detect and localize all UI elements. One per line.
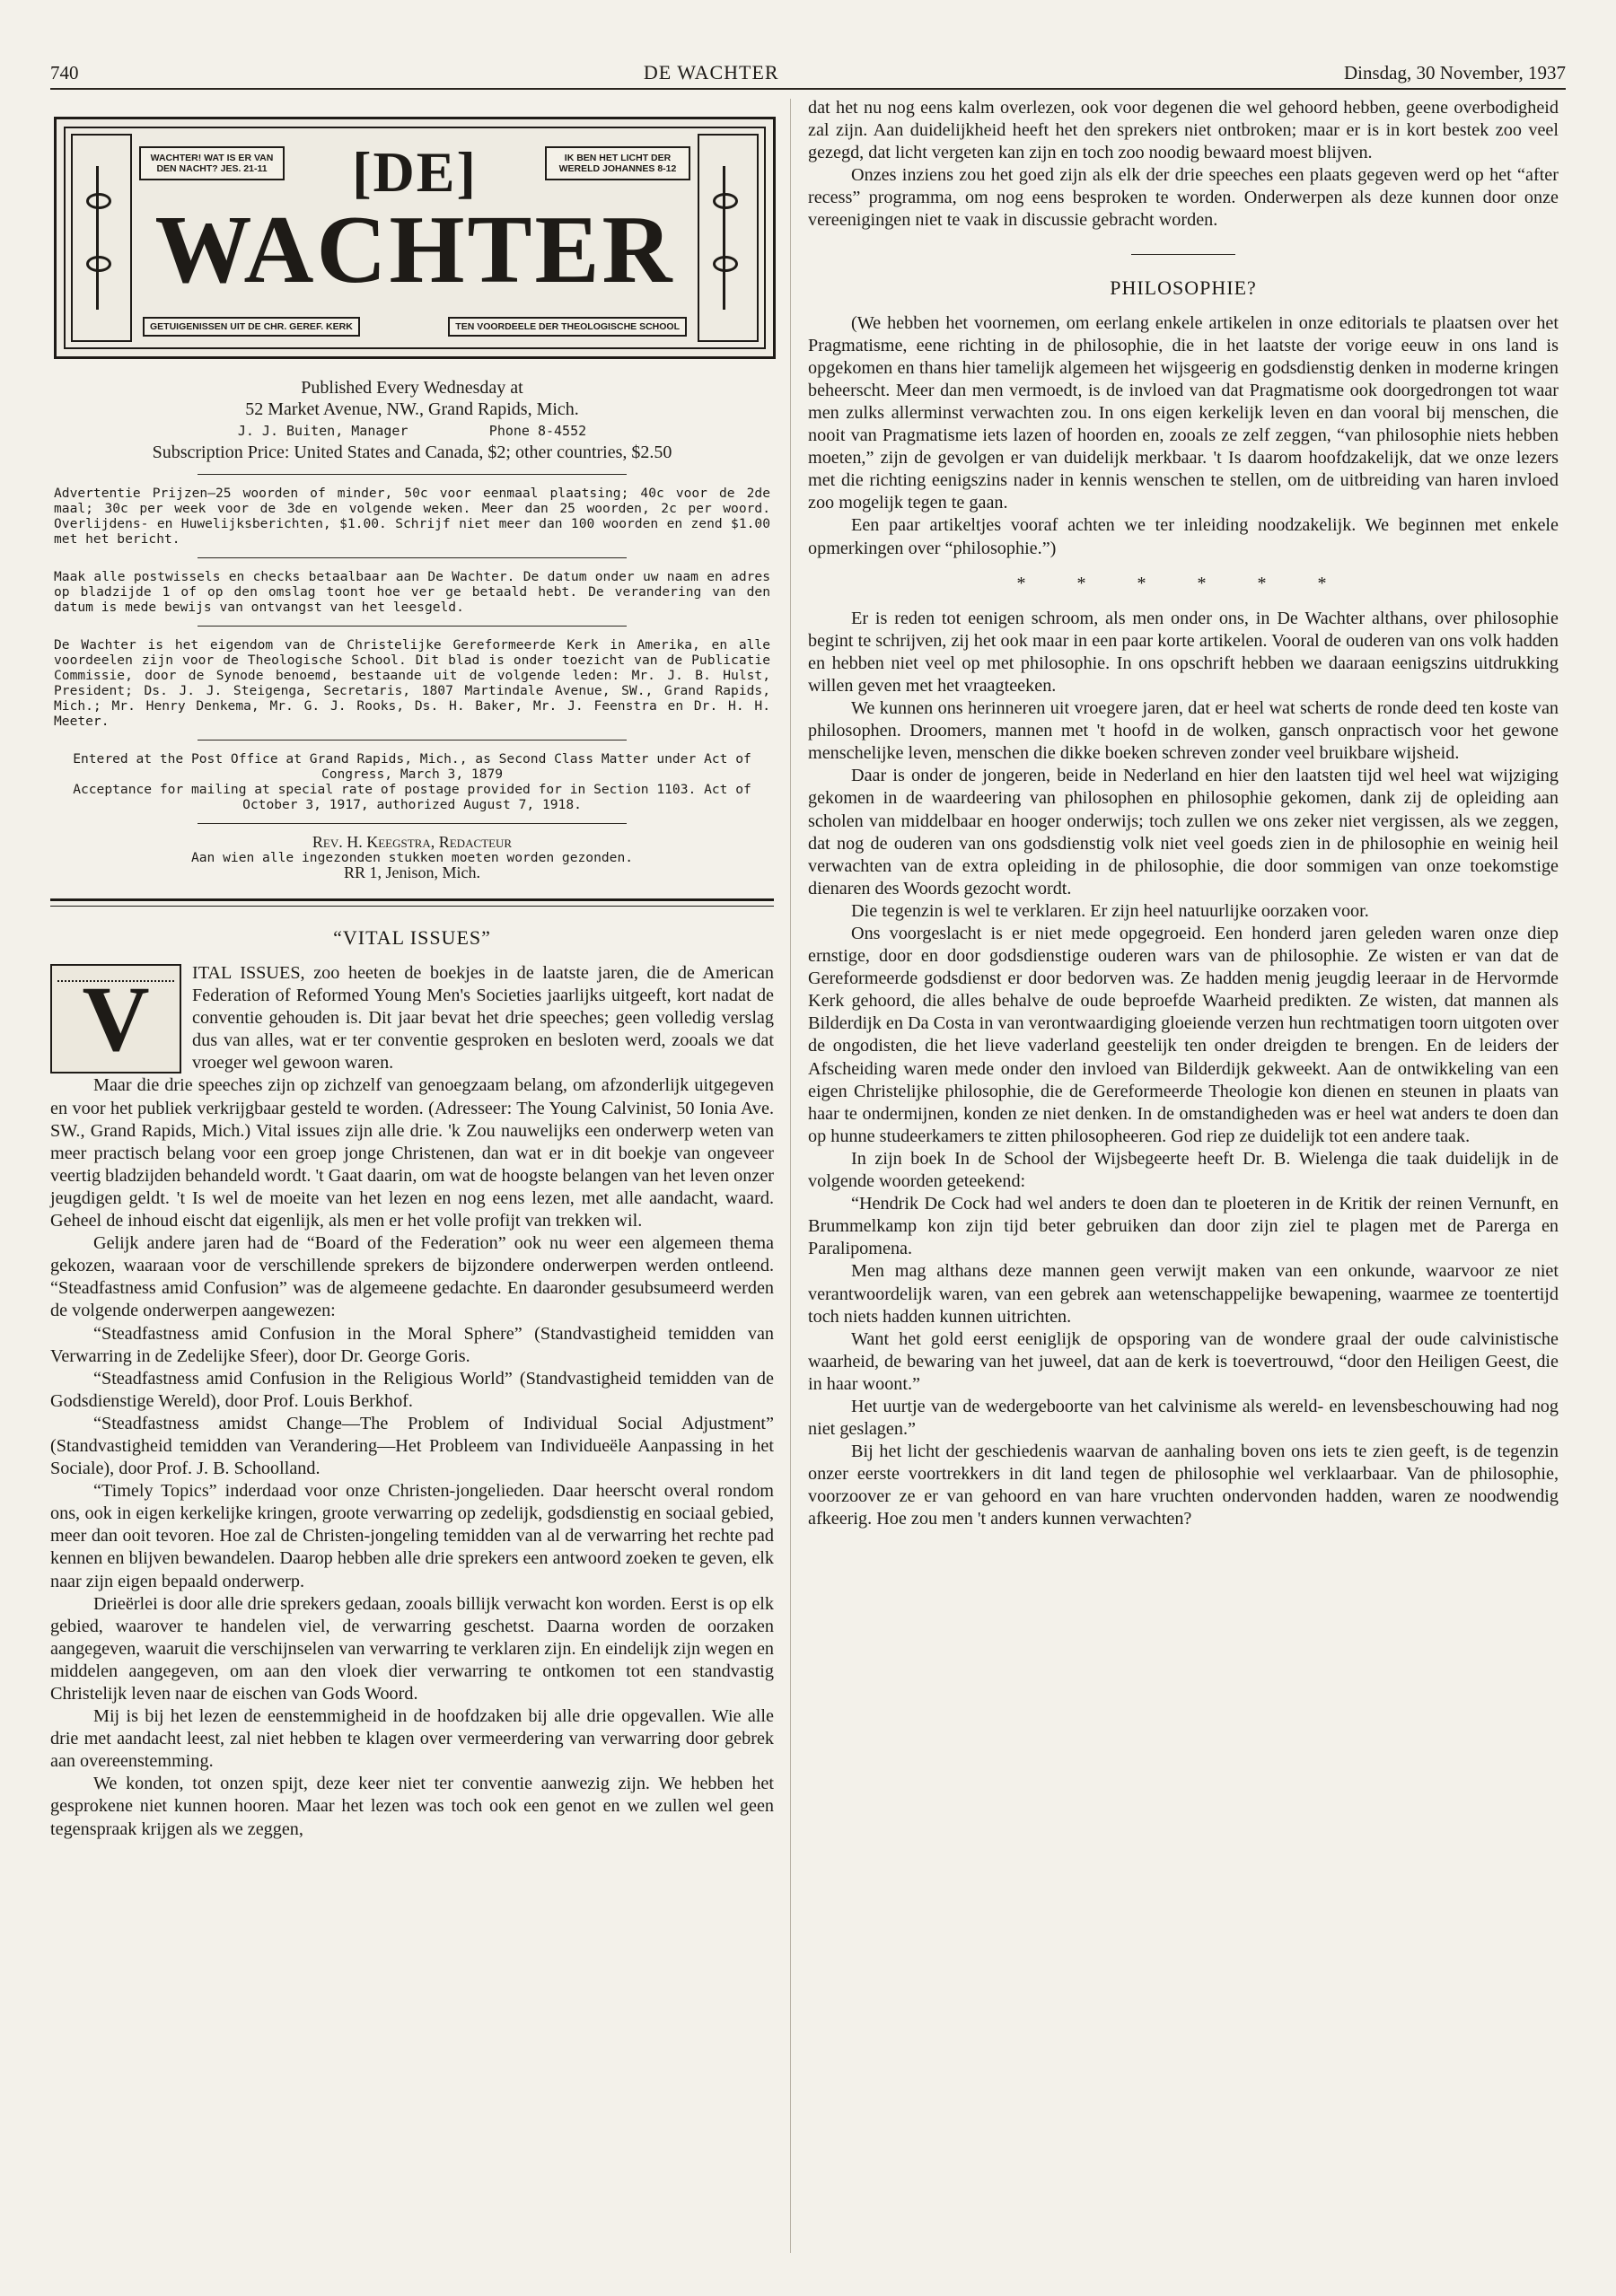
divider: [198, 557, 627, 558]
editor-note: Aan wien alle ingezonden stukken moeten worden gezonden.: [190, 850, 634, 865]
paragraph: We kunnen ons herinneren uit vroegere jaren, dat er heel wat scherts de ronde deed ten koste van philosophen. Droomers, mannen met 't hoofd in de wolken, gansch onpractisch voor het gewone menschelijke leven, menschen die dikke boeken schreven zonder veel bruikbare wijsheid.: [808, 698, 1559, 764]
pub-line-1: Published Every Wednesday at: [301, 378, 523, 398]
article-body: [808, 312, 1559, 1531]
paragraph: We konden, tot onzen spijt, deze keer niet ter conventie aanwezig zijn. We hebben het gesprokene niet kunnen hooren. Maar het lezen was toch ook een genot en we zullen wel geen tegenspraak krijgen als we zeggen,: [50, 1774, 774, 1839]
column-divider: [790, 99, 791, 2253]
paragraph: dat het nu nog eens kalm overlezen, ook voor degenen die wel gehoord hebben, geene overbodigheid zal zijn. Aan duidelijkheid heeft het den sprekers niet ontbroken; maar er is in kort bestek zoo veel gezegd, dat licht vergeten kan zijn en toch zoo noodig bewaard moest blijven.: [808, 98, 1559, 163]
paragraph: Drieërlei is door alle drie sprekers gedaan, zooals billijk verwacht kon worden. Eerst is op elk gebied, waarover te handelen viel, de verwarring geschetst. Daarna worden de oorzaken aangegeven, waaruit die verschijnselen van verwarring te verklaren zijn. En eindelijk zijn wegen en middelen aangegeven, om aan den vloek dier verwarring te ontkomen tot een standvastig Christelijk leven naar de eischen van Gods Woord.: [50, 1593, 774, 1704]
paragraph: Ons voorgeslacht is er niet mede opgegroeid. Een honderd jaren geleden waren onze diep ernstige, door en door godsdienstige ouderen wars van de philosophie. Ze wisten er van dat de Gereformeerde godsdienst er door bedorven was. Ze hadden menig jeugdig leeraar in de Hervormde Kerk gehoord, die alles behalve de oude beproefde Waarheid predikten. Ze wisten, dat mannen als Bilderdijk en Da Costa in van verontwaardiging gloeiende verzen hun rechtmatigen toorn uitgoten over de ongodisten, die het lieve vaderland geestelijk ten onder dreigden te brengen. En de leiders der Afscheiding waren mede onder den invloed van Bilderdijk gekweekt. Aan de ontwikkeling van een eigen Christelijke philosophie, die de Gereformeerde Theologie kon dienen en steunen in plaats van haar te ondermijnen, konden ze niet denken. In de omstandigheden was er heel wat anders te doen dan op hunne studeerkamers te zitten philosopheeren. God riep ze duidelijk tot een andere taak.: [808, 924, 1559, 1146]
editor-name: Rev. H. Keegstra, Redacteur: [312, 833, 513, 851]
left-column: [50, 106, 774, 1841]
drop-cap: [50, 964, 181, 1074]
drop-cap-letter: V: [82, 968, 150, 1071]
section-rule: [50, 898, 774, 907]
page-number: 740: [50, 62, 79, 83]
paragraph: Het uurtje van de wedergeboorte van het calvinisme als wereld- en levensbeschouwing had nog niet geslagen.”: [808, 1396, 1559, 1440]
paragraph: Men mag althans deze mannen geen verwijt maken van een onkunde, waarvoor ze niet verantwoordelijk waren, van een gebrek aan wetenschappelijke bewapening, waarmee ze toentertijd toch niets hadden kunnen uitrichten.: [808, 1261, 1559, 1327]
paragraph: Die tegenzin is wel te verklaren. Er zijn heel natuurlijke oorzaken voor.: [851, 900, 1369, 921]
paragraph: Daar is onder de jongeren, beide in Nederland en hier den laatsten tijd wel heel wat wijziging gekomen in de waardeering van philosophen en philosophie gekomen, dank zij de opleiding aan scholen van middelbaar en hooger onderwijs; toch zullen we ons zeker niet vergissen, als we zeggen, dat nog de ouderen van ons godsdienstig volk niet veel goeds zien in de philosophie en weinig heil verwachten van de extra opleiding in de philosophie, die door sommigen van onze toekomstige dienaren des Woords gezocht wordt.: [808, 766, 1559, 898]
verse-left: WACHTER! WAT IS ER VAN DEN NACHT? JES. 21-11: [139, 146, 285, 180]
paragraph: Gelijk andere jaren had de “Board of the Federation” ook nu weer een algemeen thema gekozen, waaraan voor de verschillende sprekers de bijzondere onderwerpen werden ontleend. “Steadfastness amid Confusion” was de algemeene gedachte. En daaronder gesubsumeerd werden de volgende onderwerpen aangewezen:: [50, 1233, 774, 1321]
notice-acceptance: Acceptance for mailing at special rate of postage provided for in Section 1103. Act of October 3, 1917, authorized August 7, 1918.: [73, 782, 751, 812]
masthead: [54, 117, 776, 359]
notice-ownership: De Wachter is het eigendom van de Christelijke Gereformeerde Kerk in Amerika, en alle voordeelen zijn voor de Theologische School. Dit blad is onder toezicht van de Publicatie Commissie, door de Synode benoemd, bestaande uit de volgende leden: Mr. J. B. Hulst, President; Ds. J. J. Steigenga, Secretaris, 1807 Martindale Avenue, SW., Grand Rapids, Mich.; Mr. Henry Denkema, Mr. G. J. Rooks, Ds. H. Baker, Mr. J. Feenstra en Dr. H. H. Meeter.: [54, 637, 770, 729]
paragraph: Want het gold eerst eeniglijk de opsporing van de wondere graal der oude calvinistische waarheid, de bewaring van het juweel, dat aan de kerk is toevertrouwd, “door den Heiligen Geest, die in haar woont.”: [808, 1328, 1559, 1394]
paragraph: ITAL ISSUES, zoo heeten de boekjes in de laatste jaren, die de American Federation of Reformed Young Men's Societies jaarlijks uitgeeft, kort nadat de conventie gehouden is. Dit jaar bevat het drie speeches; geen volledig verslag dus van alles, wat er ter conventie gesproken en besloten werd, zooals we dat vroeger wel gewoon waren.: [192, 963, 774, 1074]
paragraph: Maar die drie speeches zijn op zichzelf van genoegzaam belang, om afzonderlijk uitgegeven en voor het publiek verkrijgbaar gesteld te worden. (Adresseer: The Young Calvinist, 50 Ionia Ave. SW., Grand Rapids, Mich.) Vital issues zijn alle drie. 'k Zou nauwelijks een onderwerp weten van meer practisch belang voor een groep jonge Christenen, dan wat er in dit boekje van ongeveer veertig bladzijden behandeld wordt. 't Gaat daarin, om wat de hoogste belangen van het leven onzer jeugdigen geldt. 't Is wel de moeite van het lezen en nog eens lezen, met alle aandacht, waard. Geheel de inhoud eischt dat eigenlijk, als men er het volle profijt van trekken wil.: [50, 1075, 774, 1231]
editor-address: RR 1, Jenison, Mich.: [343, 863, 480, 881]
paragraph: “Steadfastness amid Confusion in the Religious World” (Standvastigheid temidden van de Godsdienstige Wereld), door Prof. Louis Berkhof.: [50, 1368, 774, 1411]
pub-line-2: 52 Market Avenue, NW., Grand Rapids, Mich.: [245, 399, 579, 419]
paragraph: Mij is bij het lezen de eenstemmigheid in de hoofdzaken bij alle drie opgevallen. Wie alle drie met aandacht leest, zal niet hebben te klagen over vermeerdering van verwarring door gebrek aan overeenstemming.: [50, 1706, 774, 1772]
scroll-left: GETUIGENISSEN UIT DE CHR. GEREF. KERK: [143, 317, 360, 337]
publication-name: DE WACHTER: [643, 61, 779, 83]
paragraph: “Steadfastness amid Confusion in the Moral Sphere” (Standvastigheid temidden van Verwarring in de Zedelijke Sfeer), door Dr. George Goris.: [50, 1323, 774, 1366]
paragraph: Bij het licht der geschiedenis waarvan de aanhaling boven ons iets te zien geeft, is de tegenzin onzer eerste voortrekkers in dit land tegen de philosophie wel verklaarbaar. Van de philosophie, voorzoover ze er van gehoord en van hare vruchten ondervonden hadden, waren ze noodwendig afkeerig. Hoe zou men 't anders kunnen verwachten?: [808, 1442, 1559, 1529]
divider: [198, 474, 627, 475]
article-title: “VITAL ISSUES”: [333, 926, 491, 949]
verse-right: IK BEN HET LICHT DER WERELD JOHANNES 8-12: [545, 146, 690, 180]
running-head: [50, 54, 1566, 90]
paragraph: Een paar artikeltjes vooraf achten we ter inleiding noodzakelijk. We beginnen met enkele opmerkingen over “philosophie.”): [808, 515, 1559, 558]
issue-date: Dinsdag, 30 November, 1937: [1343, 62, 1566, 83]
paragraph: In zijn boek In de School der Wijsbegeerte heeft Dr. B. Wielenga die taak duidelijk in de volgende woorden geteekend:: [808, 1148, 1559, 1192]
paragraph: “Hendrik De Cock had wel anders te doen dan te ploeteren in de Kritik der reinen Vernunft, en Brummelkamp kon zijn tijd beter gebruiken dan door zijn ziel te plagen met de Parerga en Paralipomena.: [808, 1194, 1559, 1259]
paragraph: “Timely Topics” inderdaad voor onze Christen-jongelieden. Daar heerscht overal rondom ons, ook in eigen kerkelijke kringen, groote verwarring op zedelijk, godsdienstig en sociaal gebied, meer dan ooit tevoren. Hoe zal de Christen-jongeling temidden van al de verwarring het rechte pad kennen en blijven bewandelen. Daarop hebben alle drie sprekers een antwoord zoeken te geven, elk naar zijn eigen bepaald onderwerp.: [50, 1481, 774, 1591]
notice-ads: Advertentie Prijzen—25 woorden of minder, 50c voor eenmaal plaatsing; 40c voor de 2de maal; 30c per week voor de 3de en volgende weken. Meer dan 25 woorden, 2c per woord. Overlijdens- en Huwelijksberichten, $1.00. Schrijf niet meer dan 100 woorden en zend $1.00 met het bericht.: [54, 486, 770, 547]
right-column: [808, 97, 1559, 1531]
divider: [198, 740, 627, 741]
paragraph: Onzes inziens zou het goed zijn als elk der drie speeches een plaats gegeven werd op het “after recess” programma, om nog eens besproken te worden. Onderwerpen als deze kunnen door onze vereenigingen niet te vaak in discussie gebracht worden.: [808, 165, 1559, 231]
paragraph: (We hebben het voornemen, om eerlang enkele artikelen in onze editorials te plaatsen over het Pragmatisme, eene richting in de philosophie, die in het laatste der vorige eeuw in ons land is opgekomen en thans hier tamelijk algemeen het wijsgeerig en godsdienstig denken in moderne kringen beheerscht. Meer dan men vermoedt, is de invloed van dat Pragmatisme ook doorgedrongen tot waar men zulks allerminst verwachten zou. In ons eigen kerkelijk leven en dan vooral bij menschen, die nooit van Pragmatisme iets lazen of hoorden en, zooals ze zelf zeggen, “van philosophie niets hebben moeten,” zijn de gevolgen er van duidelijk merkbaar. 't Is daarom hoofdzakelijk, dat we onze lezers met die richting eenigszins nader in kennis wenschen te stellen, om de uitbreiding van haren invloed zoo mogelijk tegen te gaan.: [808, 312, 1559, 513]
masthead-de: [DE]: [352, 140, 478, 204]
divider: [198, 626, 627, 627]
pub-line-3: J. J. Buiten, Manager Phone 8-4552: [237, 423, 587, 439]
article-title: PHILOSOPHIE?: [1110, 276, 1257, 299]
masthead-title: WACHTER: [154, 197, 675, 303]
article-continuation: [808, 97, 1559, 232]
scroll-right: TEN VOORDEELE DER THEOLOGISCHE SCHOOL: [448, 317, 687, 337]
divider: [1131, 254, 1235, 255]
paragraph: “Steadfastness amidst Change—The Problem of Individual Social Adjustment” (Standvastigheid temidden van Verandering—Het Probleem van Individueële Aanpassing in het Sociale), door Prof. J. B. Schoolland.: [50, 1413, 774, 1479]
notice-remit: Maak alle postwissels en checks betaalbaar aan De Wachter. De datum onder uw naam en adres op bladzijde 1 of op den omslag toont hoe ver ge betaald hebt. De verandering van den datum is mede bewijs van ontvangst van het leesgeld.: [54, 569, 770, 615]
publication-info: [50, 377, 774, 463]
pub-line-4: Subscription Price: United States and Canada, $2; other countries, $2.50: [152, 443, 672, 462]
divider: [198, 823, 627, 824]
notices: [54, 474, 770, 881]
notice-entered: Entered at the Post Office at Grand Rapids, Mich., as Second Class Matter under Act of Congress, March 3, 1879: [73, 751, 751, 782]
article-body: [50, 962, 774, 1841]
section-stars: * * * * * *: [1016, 573, 1350, 593]
paragraph: Er is reden tot eenigen schroom, als men onder ons, in De Wachter althans, over philosophie begint te schrijven, zij het ook maar in een paar korte artikelen. Vooral de ouderen van ons volk hadden en hebben niet veel op met philosophie. In ons opschrift hebben we daaraan eenigszins uitdrukking willen geven met het vraagteeken.: [808, 608, 1559, 696]
